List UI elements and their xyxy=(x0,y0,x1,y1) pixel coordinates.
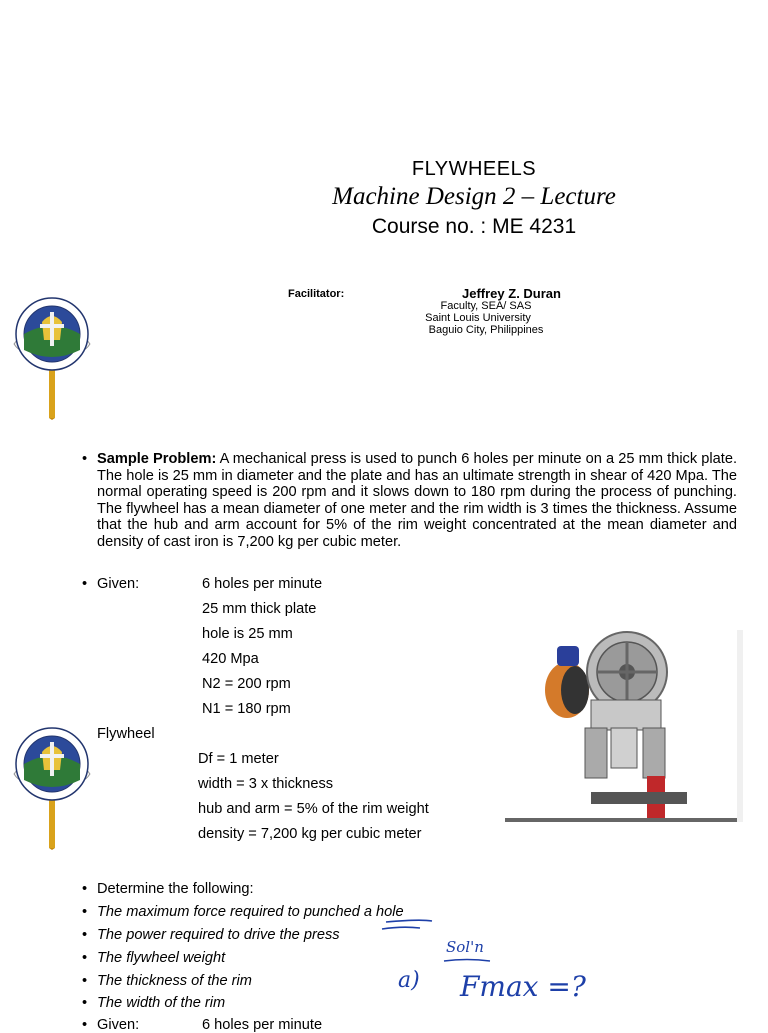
given-item: 420 Mpa xyxy=(202,651,259,667)
mechanical-press-image xyxy=(505,628,743,824)
facilitator-name: Jeffrey Z. Duran xyxy=(462,286,561,301)
bullet: • xyxy=(82,950,88,966)
university-seal-icon xyxy=(10,260,94,420)
title-course-name: Machine Design 2 – Lecture xyxy=(332,183,616,210)
sample-problem-paragraph xyxy=(97,451,737,551)
handwritten-fmax: Fmax =? xyxy=(460,970,586,1003)
bullet: • xyxy=(82,904,88,920)
facilitator-affiliation: Faculty, SEA/ SAS xyxy=(440,300,532,312)
given-item: 25 mm thick plate xyxy=(202,601,317,617)
facilitator-university: Saint Louis University xyxy=(425,312,531,324)
bullet: • xyxy=(82,881,88,897)
bullet: • xyxy=(82,995,88,1011)
handwritten-solution-label: Sol'n xyxy=(446,938,484,956)
facilitator-label: Facilitator: xyxy=(288,288,345,300)
handwritten-part-a: a) xyxy=(398,968,420,993)
handwritten-underline xyxy=(380,918,460,932)
title-flywheels: FLYWHEELS xyxy=(411,158,537,180)
university-seal-icon xyxy=(10,690,94,850)
flywheel-item: Df = 1 meter xyxy=(198,751,279,767)
bullet: • xyxy=(82,576,88,592)
facilitator-location: Baguio City, Philippines xyxy=(428,324,544,336)
flywheel-label: Flywheel xyxy=(97,726,155,742)
given-item: N1 = 180 rpm xyxy=(202,701,291,717)
determine-label: Determine the following: xyxy=(97,881,254,897)
title-course-number: Course no. : ME 4231 xyxy=(371,215,577,238)
given-item: hole is 25 mm xyxy=(202,626,293,642)
flywheel-item: density = 7,200 kg per cubic meter xyxy=(198,826,422,842)
flywheel-item: hub and arm = 5% of the rim weight xyxy=(198,801,429,817)
handwritten-underline xyxy=(442,957,492,965)
sample-problem-label: Sample Problem: xyxy=(97,451,217,467)
given-item: 6 holes per minute xyxy=(202,576,323,592)
bullet: • xyxy=(82,927,88,943)
determine-item: The flywheel weight xyxy=(97,950,226,966)
bullet: • xyxy=(82,973,88,989)
given-item: N2 = 200 rpm xyxy=(202,676,291,692)
determine-item: The maximum force required to punched a hole xyxy=(97,904,404,920)
cutoff-given-label: Given: xyxy=(97,1017,140,1033)
determine-item: The width of the rim xyxy=(97,995,226,1011)
cutoff-given-item: 6 holes per minute xyxy=(202,1017,323,1033)
sample-problem-text: A mechanical press is used to punch 6 holes per minute on a 25 mm thick plate. The hole is 25 mm in diameter and the plate and has an ultimate strength in shear of 420 Mpa. The normal operating speed is 200 rpm and it slows down to 180 rpm during the process of punching. The flywheel has a mean diameter of one meter and the rim width is 3 times the thickness. Assume that the hub and arm account for 5% of the rim weight concentrated at the mean diameter and density of cast iron is 7,200 kg per cubic meter. xyxy=(97,451,737,550)
bullet: • xyxy=(82,451,88,467)
flywheel-item: width = 3 x thickness xyxy=(198,776,334,792)
given-label: Given: xyxy=(97,576,140,592)
determine-item: The thickness of the rim xyxy=(97,973,252,989)
bullet: • xyxy=(82,1017,88,1033)
determine-item: The power required to drive the press xyxy=(97,927,340,943)
